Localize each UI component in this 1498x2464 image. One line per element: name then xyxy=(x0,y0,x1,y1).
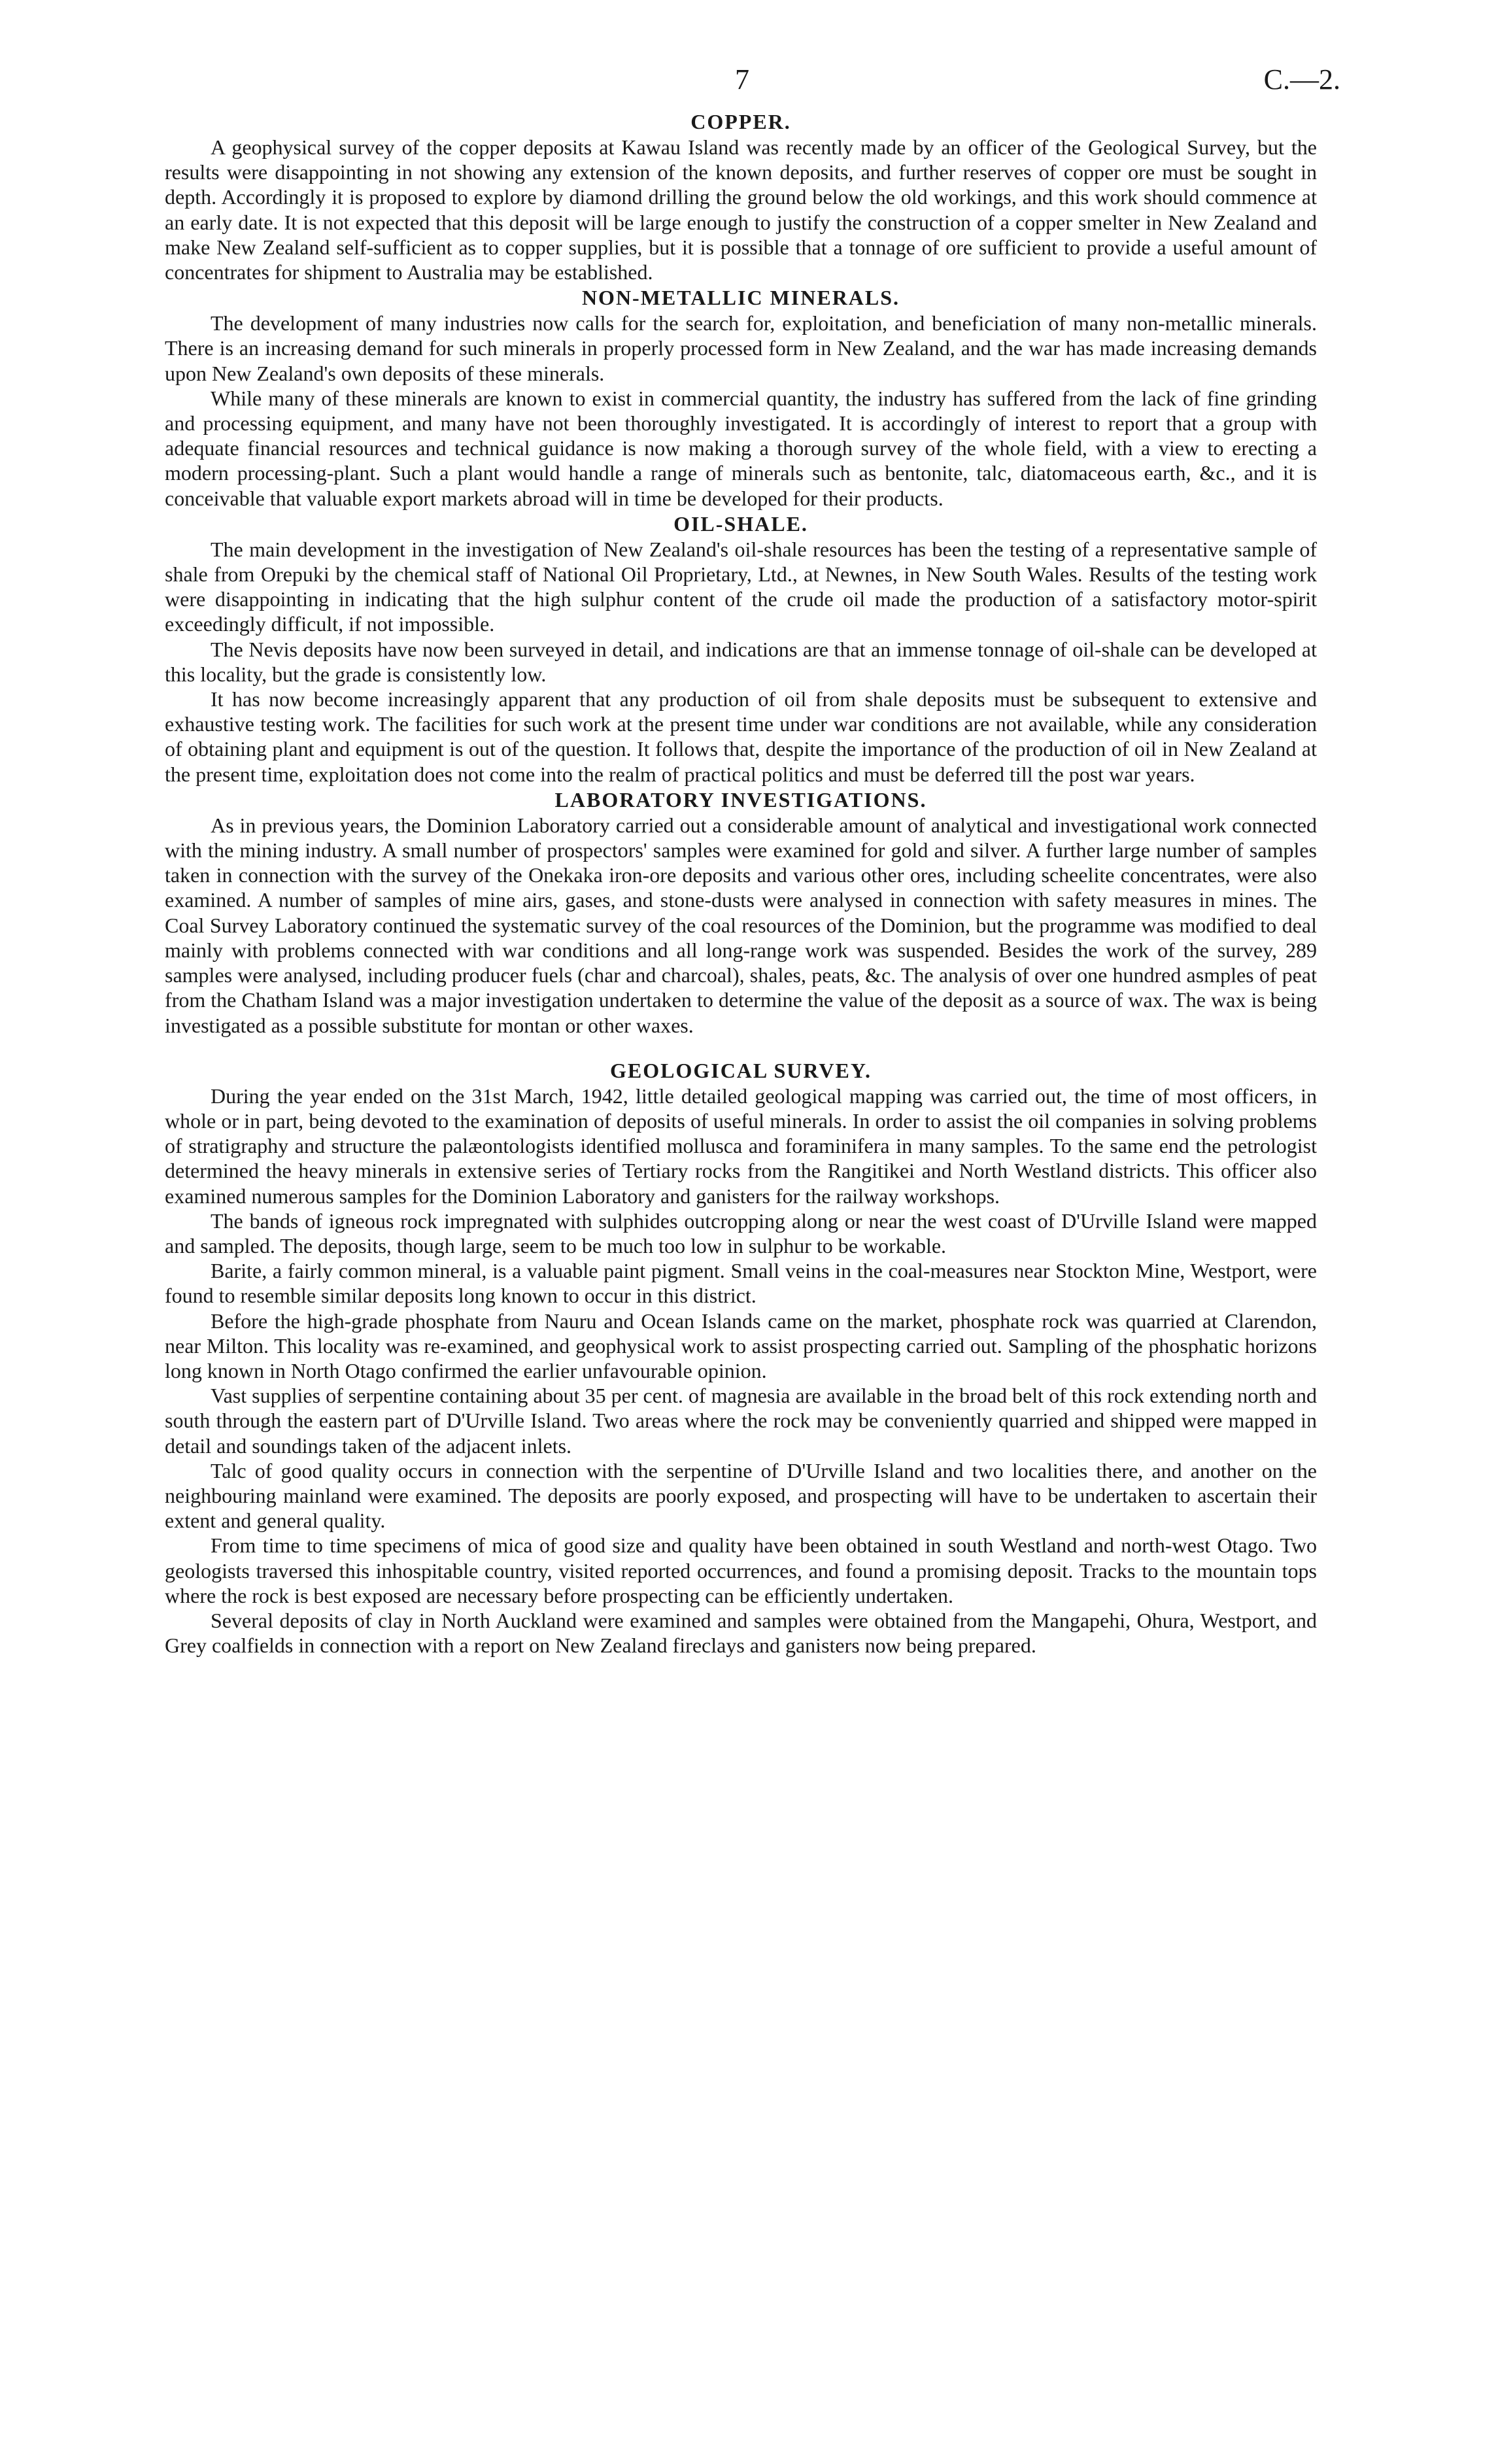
paper-code: C.—2. xyxy=(1263,63,1340,95)
section-geological-survey xyxy=(165,1057,1317,1658)
paragraph: While many of these minerals are known to exist in commercial quantity, the industry has suffered from the lack of fine grinding and processing equipment, and many have not been thoroughly investigated. It is accordingly of interest to report that a group with adequate financial resources and technical guidance is now making a thorough survey of the whole field, with a view to erecting a modern processing-plant. Such a plant would handle a range of minerals such as bentonite, talc, diatomaceous earth, &c., and it is conceivable that valuable export markets abroad will in time be developed for their products. xyxy=(165,386,1317,510)
page-header xyxy=(163,63,1340,102)
section-oil-shale xyxy=(165,511,1317,787)
paragraph: A geophysical survey of the copper deposits at Kawau Island was recently made by an officer of the Geological Survey, but the results were disappointing in not showing any extension of the known deposits, and further reserves of copper ore must be sought in depth. Accordingly it is proposed to explore by diamond drilling the ground below the old workings, and this work should commence at an early date. It is not expected that this deposit will be large enough to justify the construction of a copper smelter in New Zealand and make New Zealand self-sufficient as to copper supplies, but it is possible that a tonnage of ore sufficient to provide a useful amount of concentrates for shipment to Australia may be established. xyxy=(165,135,1317,284)
paragraph: As in previous years, the Dominion Laboratory carried out a considerable amount of analytical and investigational work connected with the mining industry. A small number of prospectors' samples were examined for gold and silver. A further large number of samples taken in connection with the survey of the Onekaka iron-ore deposits and various other ores, including scheelite concentrates, were also examined. A number of samples of mine airs, gases, and stone-dusts were analysed in connection with safety measures in mines. The Coal Survey Laboratory continued the systematic survey of the coal resources of the Dominion, but the programme was modified to deal mainly with problems connected with war conditions and all long-range work was suspended. Besides the work of the survey, 289 samples were analysed, including producer fuels (char and charcoal), shales, peats, &c. The analysis of over one hundred asmples of peat from the Chatham Island was a major investigation undertaken to determine the value of the deposit as a source of wax. The wax is being investigated as a possible substitute for montan or other waxes. xyxy=(165,813,1317,1037)
paragraph: The bands of igneous rock impregnated with sulphides outcropping along or near the west coast of D'Urville Island were mapped and sampled. The deposits, though large, seem to be much too low in sulphur to be workable. xyxy=(165,1208,1317,1258)
page-number: 7 xyxy=(735,63,749,95)
section-laboratory-investigations xyxy=(165,787,1317,1038)
paragraph: Barite, a fairly common mineral, is a valuable paint pigment. Small veins in the coal-measures near Stockton Mine, Westport, were found to resemble similar deposits long known to occur in this district. xyxy=(165,1259,1317,1308)
section-copper xyxy=(165,109,1317,284)
paragraph: Before the high-grade phosphate from Nauru and Ocean Islands came on the market, phosphate rock was quarried at Clarendon, near Milton. This locality was re-examined, and geophysical work to assist prospecting carried out. Sampling of the phosphatic horizons long known in North Otago confirmed the earlier unfavourable opinion. xyxy=(165,1309,1317,1382)
document-body xyxy=(165,109,1317,1658)
paragraph: Talc of good quality occurs in connection with the serpentine of D'Urville Island and two localities there, and another on the neighbouring mainland were examined. The deposits are poorly exposed, and prospecting will have to be undertaken to ascertain their extent and general quality. xyxy=(165,1458,1317,1533)
paragraph: Several deposits of clay in North Auckland were examined and samples were obtained from the Mangapehi, Ohura, Westport, and Grey coalfields in connection with a report on New Zealand fireclays and ganisters now being prepared. xyxy=(165,1608,1317,1658)
paragraph: The development of many industries now calls for the search for, exploitation, and beneficiation of many non-metallic minerals. There is an increasing demand for such minerals in properly processed form in New Zealand, and the war has made increasing demands upon New Zealand's own deposits of these minerals. xyxy=(165,311,1317,385)
paragraph: The Nevis deposits have now been surveyed in detail, and indications are that an immense tonnage of oil-shale can be developed at this locality, but the grade is consistently low. xyxy=(165,637,1317,686)
section-heading: COPPER. xyxy=(690,110,791,133)
section-heading: NON-METALLIC MINERALS. xyxy=(581,286,900,310)
section-non-metallic-minerals xyxy=(165,284,1317,511)
paragraph: During the year ended on the 31st March, 1942, little detailed geological mapping was carried out, the time of most officers, in whole or in part, being devoted to the examination of deposits of useful minerals. In order to assist the oil companies in solving problems of stratigraphy and structure the palæontologists identified mollusca and foraminifera in many samples. To the same end the petrologist determined the heavy minerals in extensive series of Tertiary rocks from the Rangitikei and North Westland districts. This officer also examined numerous samples for the Dominion Laboratory and ganisters for the railway workshops. xyxy=(165,1084,1317,1208)
paragraph: Vast supplies of serpentine containing about 35 per cent. of magnesia are available in the broad belt of this rock extending north and south through the eastern part of D'Urville Island. Two areas where the rock may be conveniently quarried and shipped were mapped in detail and soundings taken of the adjacent inlets. xyxy=(165,1384,1317,1458)
section-heading: LABORATORY INVESTIGATIONS. xyxy=(554,787,927,812)
paragraph: It has now become increasingly apparent that any production of oil from shale deposits must be subsequent to extensive and exhaustive testing work. The facilities for such work at the present time under war conditions are not available, while any consideration of obtaining plant and equipment is out of the question. It follows that, despite the importance of the production of oil in New Zealand at the present time, exploitation does not come into the realm of practical politics and must be deferred till the post war years. xyxy=(165,687,1317,786)
section-heading: GEOLOGICAL SURVEY. xyxy=(609,1058,872,1082)
paragraph: The main development in the investigation of New Zealand's oil-shale resources has been the testing of a representative sample of shale from Orepuki by the chemical staff of National Oil Proprietary, Ltd., at Newnes, in New South Wales. Results of the testing work were disappointing in indicating that the high sulphur content of the crude oil made the production of a satisfactory motor-spirit exceedingly difficult, if not impossible. xyxy=(165,537,1317,636)
section-heading: OIL-SHALE. xyxy=(673,511,808,536)
paragraph: From time to time specimens of mica of good size and quality have been obtained in south Westland and north-west Otago. Two geologists traversed this inhospitable country, visited reported occurrences, and found a promising deposit. Tracks to the mountain tops where the rock is best exposed are necessary before prospecting can be efficiently undertaken. xyxy=(165,1533,1317,1607)
